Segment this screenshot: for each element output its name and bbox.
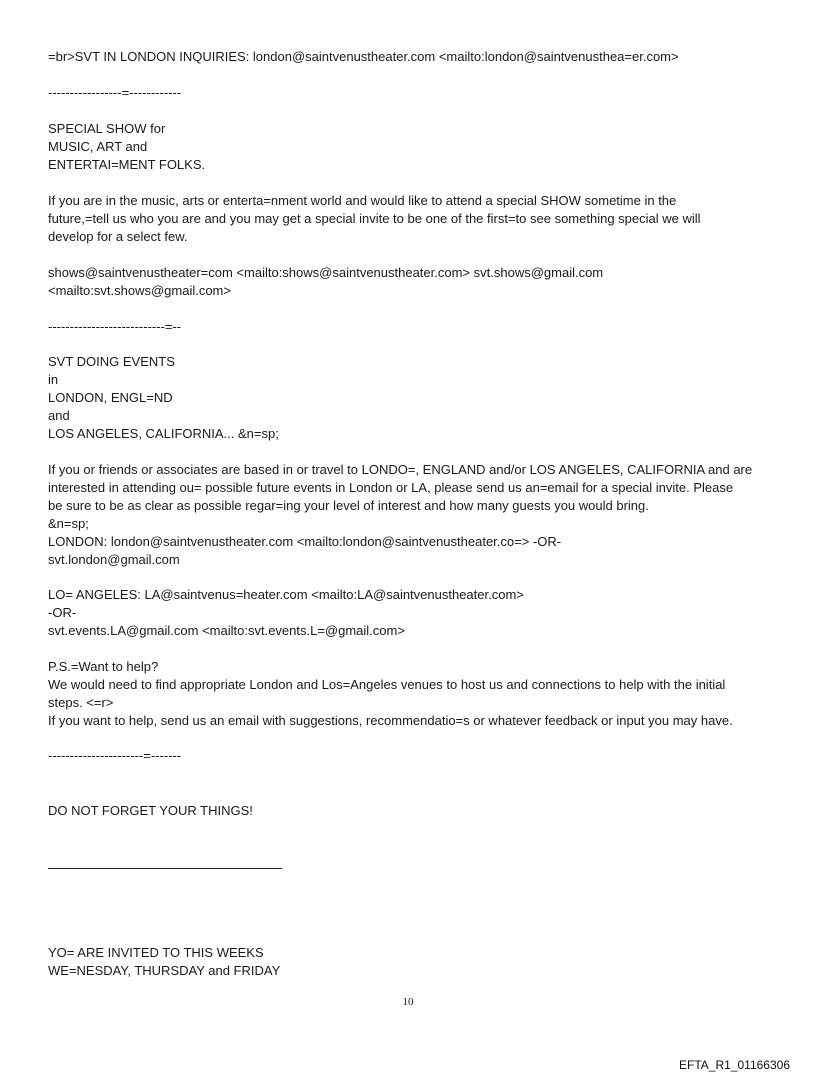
la-or-line: -OR- bbox=[48, 605, 77, 620]
help-paragraph-2: steps. <=r> bbox=[48, 695, 114, 710]
la-gmail-line: svt.events.LA@gmail.com <mailto:svt.events.L=@gmail.com> bbox=[48, 623, 405, 638]
special-show-heading-2: MUSIC, ART and bbox=[48, 139, 148, 154]
shows-mailto-line: <mailto:svt.shows@gmail.com> bbox=[48, 283, 231, 298]
london-contact-line: LONDON: london@saintvenustheater.com <mailto:london@saintvenustheater.co=> -OR- bbox=[48, 534, 562, 549]
special-show-heading-1: SPECIAL SHOW for bbox=[48, 121, 166, 136]
invite-line-2: WE=NESDAY, THURSDAY and FRIDAY bbox=[48, 963, 281, 978]
london-gmail-line: svt.london@gmail.com bbox=[48, 552, 180, 567]
special-show-paragraph-3: develop for a select few. bbox=[48, 229, 188, 244]
special-show-heading-3: ENTERTAI=MENT FOLKS. bbox=[48, 157, 206, 172]
london-inquiries-line: =br>SVT IN LONDON INQUIRIES: london@saintvenustheater.com <mailto:london@saintvenusthea=er.com> bbox=[48, 49, 679, 64]
separator-1: -----------------=------------ bbox=[48, 85, 182, 100]
horizontal-rule bbox=[48, 868, 282, 869]
events-heading-5: LOS ANGELES, CALIFORNIA... &n=sp; bbox=[48, 426, 279, 441]
document-id: EFTA_R1_01166306 bbox=[679, 1058, 790, 1072]
separator-2: ---------------------------=-- bbox=[48, 319, 182, 334]
help-paragraph-1: We would need to find appropriate London and Los=Angeles venues to host us and connections to help with the initial bbox=[48, 677, 726, 692]
separator-3: ----------------------=------- bbox=[48, 748, 182, 763]
page-number: 10 bbox=[402, 996, 414, 1008]
events-heading-2: in bbox=[48, 372, 59, 387]
ps-line: P.S.=Want to help? bbox=[48, 659, 159, 674]
events-heading-3: LONDON, ENGL=ND bbox=[48, 390, 173, 405]
events-paragraph-2: interested in attending ou= possible future events in London or LA, please send us an=email for a special invite. Please bbox=[48, 480, 734, 495]
invite-line-1: YO= ARE INVITED TO THIS WEEKS bbox=[48, 945, 264, 960]
la-contact-line: LO= ANGELES: LA@saintvenus=heater.com <mailto:LA@saintvenustheater.com> bbox=[48, 587, 524, 602]
shows-email-line: shows@saintvenustheater=com <mailto:shows@saintvenustheater.com> svt.shows@gmail.com bbox=[48, 265, 604, 280]
events-heading-4: and bbox=[48, 408, 70, 423]
events-paragraph-1: If you or friends or associates are based in or travel to LONDO=, ENGLAND and/or LOS ANGELES, CALIFORNIA and are bbox=[48, 462, 753, 477]
reminder-line: DO NOT FORGET YOUR THINGS! bbox=[48, 803, 253, 818]
events-heading-1: SVT DOING EVENTS bbox=[48, 354, 175, 369]
special-show-paragraph-2: future,=tell us who you are and you may get a special invite to be one of the first=to see something special we will bbox=[48, 211, 701, 226]
events-paragraph-3: be sure to be as clear as possible regar=ing your level of interest and how many guests you would bring. bbox=[48, 498, 649, 513]
help-paragraph-3: If you want to help, send us an email with suggestions, recommendatio=s or whatever feedback or input you may have. bbox=[48, 713, 733, 728]
events-paragraph-4: &n=sp; bbox=[48, 516, 89, 531]
special-show-paragraph-1: If you are in the music, arts or enterta=nment world and would like to attend a special SHOW sometime in the bbox=[48, 193, 677, 208]
